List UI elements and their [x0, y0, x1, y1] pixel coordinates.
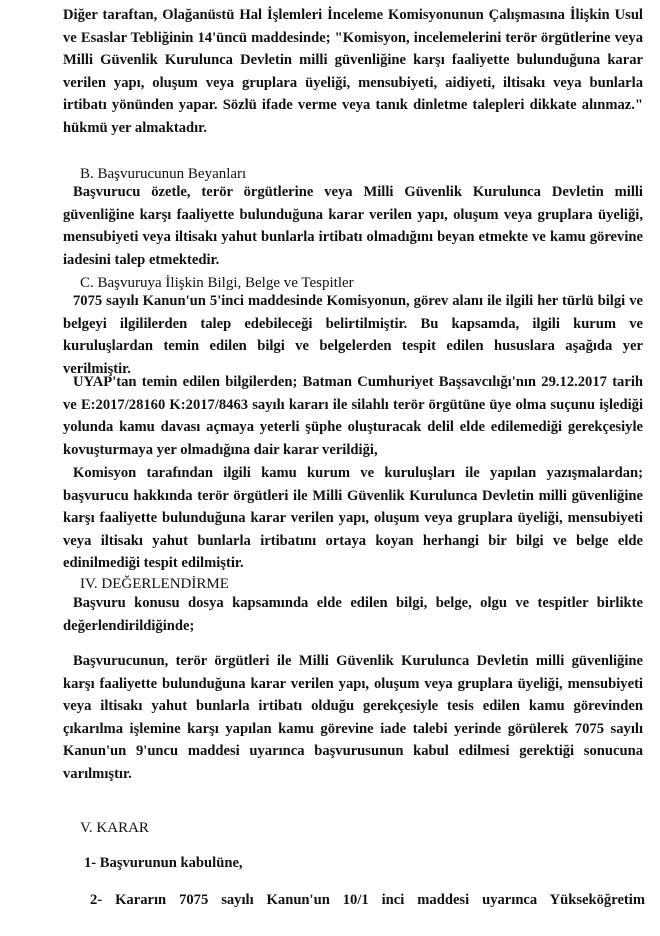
- paragraph-tebligat: Diğer taraftan, Olağanüstü Hal İşlemleri İnceleme Komisyonunun Çalışmasına İlişkin Usul ve Esaslar Tebliğinin 14'üncü maddesinde; "Komisyon, incelemelerini terör örgütlerine veya Milli Güvenlik Kurulunca Devletin milli güvenliğine karşı faaliyette bulunduğuna karar verilen yapı, oluşum veya gruplara üyeliği, mensubiyeti, aidiyeti, iltisakı veya bunlarla irtibatı yönünden yapar. Sözlü ifade verme veya tanık dinletme talepleri dikkate alınmaz." hükmü yer almaktadır.: [63, 7, 643, 136]
- section-heading-degerlendirme: IV. DEĞERLENDİRME: [80, 576, 229, 592]
- karar-item-2: 2- Kararın 7075 sayılı Kanun'un 10/1 inci maddesi uyarınca Yükseköğretim: [90, 892, 645, 908]
- paragraph-sonuc: Başvurucunun, terör örgütleri ile Milli Güvenlik Kurulunca Devletin milli güvenliğine karşı faaliyette bulunduğuna karar verilen yapı, oluşum veya gruplara üyeliği, mensubiyeti veya iltisakı yahut bunlarla irtibatı olduğu gerekçesiyle tesis edilen kamu görevinden çıkarılma işlemine karşı yapılan kamu görevine iade talebi yerinde görülerek 7075 sayılı Kanun'un 9'uncu maddesi uyarınca başvurusunun kabul edilmesi gerektiği sonucuna varılmıştır.: [63, 653, 643, 782]
- section-heading-karar: V. KARAR: [80, 820, 149, 836]
- section-heading-b: B. Başvurucunun Beyanları: [80, 166, 247, 182]
- paragraph-bilgi-belge: 7075 sayılı Kanun'un 5'inci maddesinde Komisyonun, görev alanı ile ilgili her türlü bilgi ve belgeyi ilgililerden talep edebileceği belirtilmiştir. Bu kapsamda, ilgili kurum ve kuruluşlardan temin edilen bilgi ve belgelerden tespit edilen hususlara aşağıda yer verilmiştir.: [63, 293, 643, 377]
- section-heading-c: C. Başvuruya İlişkin Bilgi, Belge ve Tespitler: [80, 275, 354, 291]
- paragraph-beyanlar: Başvurucu özetle, terör örgütlerine veya Milli Güvenlik Kurulunca Devletin milli güvenliğine karşı faaliyette bulunduğuna karar verilen yapı, oluşum veya gruplara üyeliği, mensubiyeti veya iltisakı yahut bunlarla irtibatı olmadığını beyan etmekte ve kamu görevine iadesini talep etmektedir.: [63, 184, 643, 268]
- karar-item-1: 1- Başvurunun kabulüne,: [84, 855, 243, 871]
- paragraph-degerlendirme: Başvuru konusu dosya kapsamında elde edilen bilgi, belge, olgu ve tespitler birlikte değerlendirildiğinde;: [63, 595, 643, 634]
- paragraph-uyap: UYAP'tan temin edilen bilgilerden; Batman Cumhuriyet Başsavcılığı'nın 29.12.2017 tarih ve E:2017/28160 K:2017/8463 sayılı kararı ile silahlı terör örgütüne üye olma suçunu işlediği yolunda kamu davası açmaya yeterli şüphe oluşturacak delil elde edilemediği gerekçesiyle kovuşturmaya yer olmadığına dair karar verildiği,: [63, 374, 643, 458]
- paragraph-yazismalar: Komisyon tarafından ilgili kamu kurum ve kuruluşları ile yapılan yazışmalardan; başvurucu hakkında terör örgütleri ile Milli Güvenlik Kurulunca Devletin milli güvenliğine karşı faaliyette bulunduğuna karar verilen yapı, oluşum veya gruplara üyeliği, mensubiyeti veya iltisakı yahut bunlarla irtibatını ortaya koyan herhangi bir bilgi ve belge elde edinilmediği tespit edilmiştir.: [63, 465, 643, 571]
